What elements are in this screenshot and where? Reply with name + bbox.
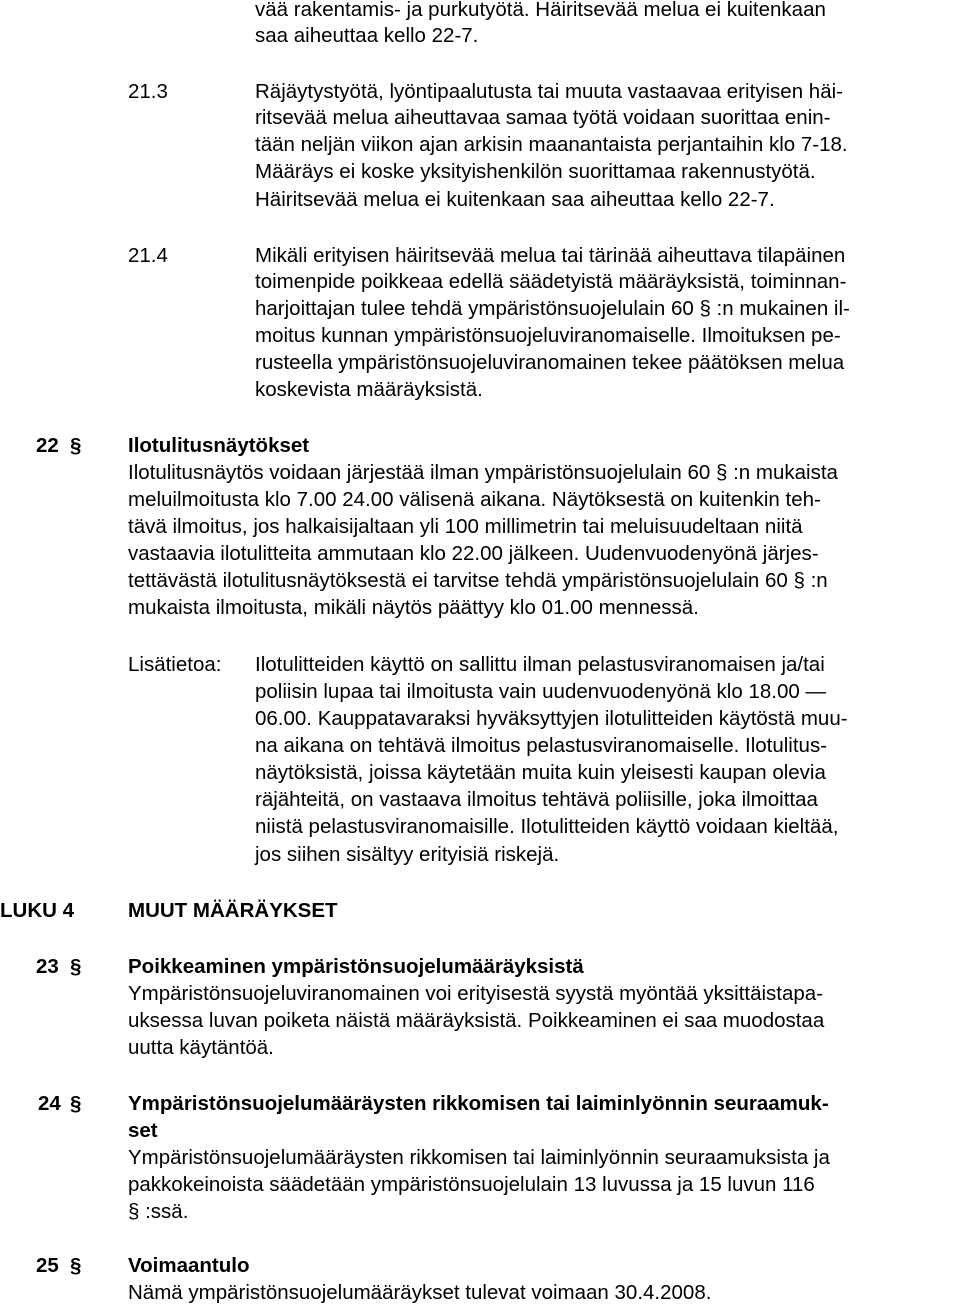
paragraph-line: tään neljän viikon ajan arkisin maanantaista perjantaihin klo 7-18. [255, 133, 848, 156]
continuation-line: vää rakentamis- ja purkutyötä. Häiritsevää melua ei kuitenkaan [255, 0, 826, 21]
continuation-line: saa aiheuttaa kello 22-7. [255, 24, 479, 47]
paragraph-line: vastaavia ilotulitteita ammutaan klo 22.00 jälkeen. Uudenvuodenyönä järjes- [128, 542, 819, 565]
info-line: jos siihen sisältyy erityisiä riskejä. [255, 843, 560, 866]
paragraph-line: meluilmoitusta klo 7.00 24.00 välisenä aikana. Näytöksestä on kuitenkin teh- [128, 488, 821, 511]
section-heading: Poikkeaminen ympäristönsuojelumääräyksistä [128, 955, 584, 978]
paragraph-line: ritsevää melua aiheuttavaa samaa työtä voidaan suorittaa enin- [255, 106, 831, 129]
paragraph-line: Mikäli erityisen häiritsevää melua tai tärinää aiheuttava tilapäinen [255, 244, 846, 267]
section-symbol: § [70, 955, 82, 978]
section-symbol: § [70, 434, 82, 457]
info-label: Lisätietoa: [128, 653, 222, 676]
paragraph-line: Ympäristönsuojeluviranomainen voi erityisestä syystä myöntää yksittäistapa- [128, 982, 824, 1005]
paragraph-line: Ympäristönsuojelumääräysten rikkomisen tai laiminlyönnin seuraamuksista ja [128, 1146, 830, 1169]
section-heading: Ympäristönsuojelumääräysten rikkomisen tai laiminlyönnin seuraamuk- [128, 1092, 829, 1115]
paragraph-line: § :ssä. [128, 1200, 189, 1223]
section-heading: set [128, 1119, 158, 1142]
paragraph-line: Nämä ympäristönsuojelumääräykset tulevat voimaan 30.4.2008. [128, 1281, 712, 1304]
paragraph-line: tettävästä ilotulitusnäytöksestä ei tarvitse tehdä ympäristönsuojelulain 60 § :n [128, 569, 828, 592]
info-line: poliisin lupaa tai ilmoitusta vain uudenvuodenyönä klo 18.00 — [255, 680, 826, 703]
paragraph-line: toimenpide poikkeaa edellä säädetyistä määräyksistä, toiminnan- [255, 270, 847, 293]
section-heading: Ilotulitusnäytökset [128, 434, 310, 457]
section-number: 24 [38, 1092, 61, 1115]
paragraph-line: harjoittajan tulee tehdä ympäristönsuojelulain 60 § :n mukainen il- [255, 297, 850, 320]
section-heading: Voimaantulo [128, 1254, 250, 1277]
info-line: räjähteitä, on vastaava ilmoitus tehtävä poliisille, joka ilmoittaa [255, 788, 818, 811]
info-line: na aikana on tehtävä ilmoitus pelastusviranomaiselle. Ilotulitus- [255, 734, 828, 757]
paragraph-line: mukaista ilmoitusta, mikäli näytös päättyy klo 01.00 mennessä. [128, 596, 699, 619]
section-symbol: § [70, 1092, 82, 1115]
paragraph-line: uutta käytäntöä. [128, 1036, 274, 1059]
paragraph-line: rusteella ympäristönsuojeluviranomainen tekee päätöksen melua [255, 351, 845, 374]
subsection-number: 21.4 [128, 244, 168, 267]
section-number: 25 [36, 1254, 59, 1277]
chapter-label: LUKU 4 [0, 899, 75, 922]
paragraph-line: tävä ilmoitus, jos halkaisijaltaan yli 100 millimetrin tai meluisuudeltaan niitä [128, 515, 803, 538]
section-number: 23 [36, 955, 59, 978]
section-number: 22 [36, 434, 59, 457]
paragraph-line: Ilotulitusnäytös voidaan järjestää ilman ympäristönsuojelulain 60 § :n mukaista [128, 461, 838, 484]
info-line: niistä pelastusviranomaisille. Ilotulitteiden käyttö voidaan kieltää, [255, 815, 839, 838]
info-line: näytöksistä, joissa käytetään muita kuin yleisesti kaupan olevia [255, 761, 826, 784]
paragraph-line: uksessa luvan poiketa näistä määräyksistä. Poikkeaminen ei saa muodostaa [128, 1009, 825, 1032]
info-line: 06.00. Kauppatavaraksi hyväksyttyjen ilotulitteiden käytöstä muu- [255, 707, 848, 730]
chapter-title: MUUT MÄÄRÄYKSET [128, 899, 338, 922]
paragraph-line: Häiritsevää melua ei kuitenkaan saa aiheuttaa kello 22-7. [255, 188, 775, 211]
paragraph-line: pakkokeinoista säädetään ympäristönsuojelulain 13 luvussa ja 15 luvun 116 [128, 1173, 815, 1196]
info-line: Ilotulitteiden käyttö on sallittu ilman pelastusviranomaisen ja/tai [255, 653, 825, 676]
subsection-number: 21.3 [128, 80, 168, 103]
paragraph-line: Räjäytystyötä, lyöntipaalutusta tai muuta vastaavaa erityisen häi- [255, 80, 843, 103]
section-symbol: § [70, 1254, 82, 1277]
paragraph-line: koskevista määräyksistä. [255, 378, 483, 401]
paragraph-line: Määräys ei koske yksityishenkilön suorittamaa rakennustyötä. [255, 160, 816, 183]
paragraph-line: moitus kunnan ympäristönsuojeluviranomaiselle. Ilmoituksen pe- [255, 324, 841, 347]
